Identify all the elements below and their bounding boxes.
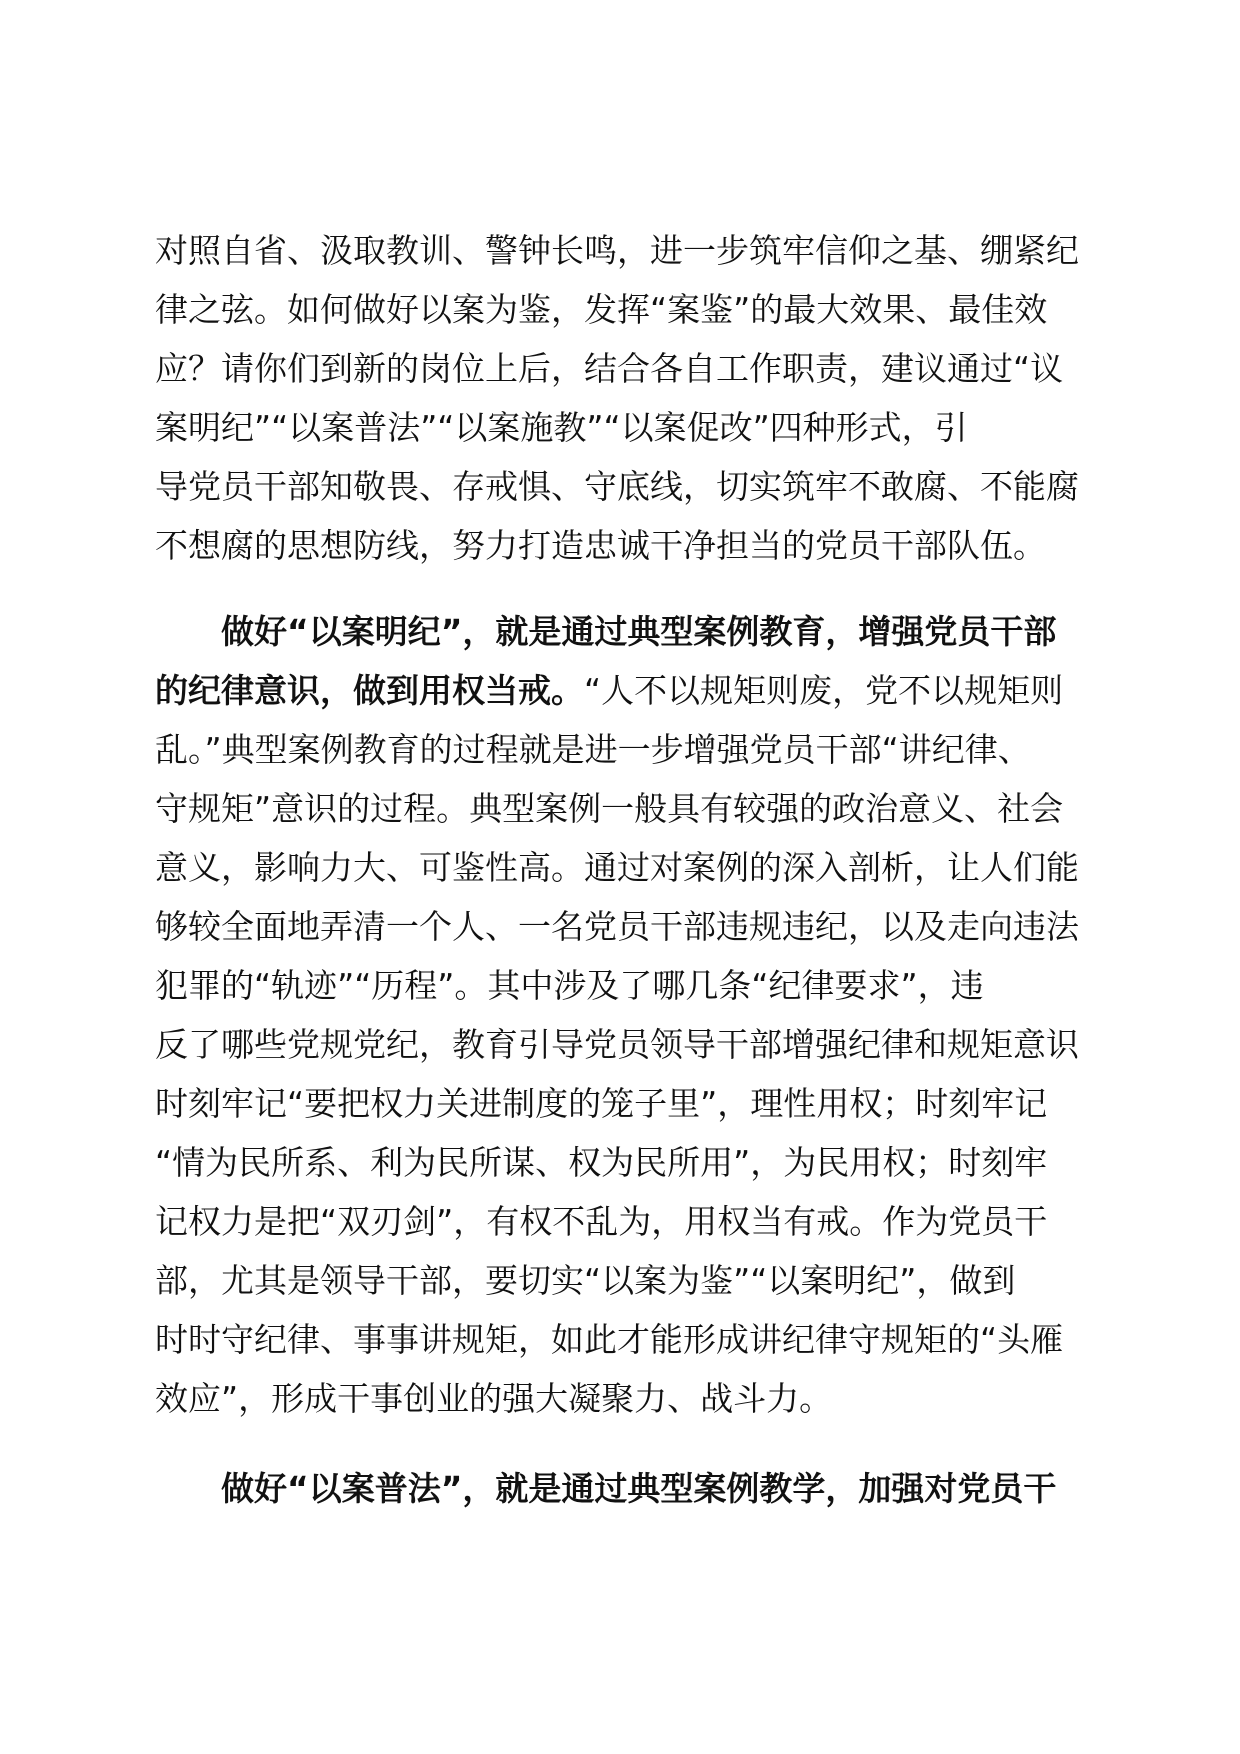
bold-lead-text: 的纪律意识，做到用权当戒。 xyxy=(155,671,584,710)
text-line xyxy=(155,1459,1105,1518)
text-line: 记权力是把“双刃剑”，有权不乱为，用权当有戒。作为党员干 xyxy=(155,1202,1048,1241)
text-line: 时时守纪律、事事讲规矩，如此才能形成讲纪律守规矩的“头雁 xyxy=(155,1320,1064,1359)
text-line xyxy=(155,661,1105,720)
text-line: “情为民所系、利为民所谋、权为民所用”，为民用权；时刻牢 xyxy=(155,1143,1048,1182)
paragraph-1 xyxy=(155,221,1105,575)
text-line: 案明纪”“以案普法”“以案施教”“以案促改”四种形式，引 xyxy=(155,408,968,447)
text-line: 意义，影响力大、可鉴性高。通过对案例的深入剖析，让人们能 xyxy=(155,848,1079,887)
text-line: 效应”，形成干事创业的强大凝聚力、战斗力。 xyxy=(155,1379,833,1418)
text-line: 乱。”典型案例教育的过程就是进一步增强党员干部“讲纪律、 xyxy=(155,730,1031,769)
text-line: 时刻牢记“要把权力关进制度的笼子里”，理性用权；时刻牢记 xyxy=(155,1084,1048,1123)
text-line: 守规矩”意识的过程。典型案例一般具有较强的政治意义、社会 xyxy=(155,789,1064,828)
paragraph-2 xyxy=(155,602,1105,1428)
bold-lead-text: 做好“以案普法”，就是通过典型案例教学，加强对党员干 xyxy=(221,1469,1057,1508)
text-line: 够较全面地弄清一个人、一名党员干部违规违纪，以及走向违法 xyxy=(155,907,1079,946)
paragraph-3 xyxy=(155,1459,1105,1518)
text-line: 应？请你们到新的岗位上后，结合各自工作职责，建议通过“议 xyxy=(155,349,1064,388)
text-line: 导党员干部知敬畏、存戒惧、守底线，切实筑牢不敢腐、不能腐 xyxy=(155,467,1079,506)
text-line: 犯罪的“轨迹”“历程”。其中涉及了哪几条“纪律要求”，违 xyxy=(155,966,984,1005)
text-line: 不想腐的思想防线，努力打造忠诚干净担当的党员干部队伍。 xyxy=(155,526,1046,565)
line-text: “人不以规矩则废，党不以规矩则 xyxy=(584,671,1064,710)
text-line: 律之弦。如何做好以案为鉴，发挥“案鉴”的最大效果、最佳效 xyxy=(155,290,1048,329)
bold-lead-text: 做好“以案明纪”，就是通过典型案例教育，增强党员干部 xyxy=(221,612,1057,651)
text-line: 反了哪些党规党纪，教育引导党员领导干部增强纪律和规矩意识 xyxy=(155,1025,1079,1064)
text-line xyxy=(155,602,1105,661)
text-line: 部，尤其是领导干部，要切实“以案为鉴”“以案明纪”，做到 xyxy=(155,1261,1016,1300)
text-line: 对照自省、汲取教训、警钟长鸣，进一步筑牢信仰之基、绷紧纪 xyxy=(155,231,1079,270)
